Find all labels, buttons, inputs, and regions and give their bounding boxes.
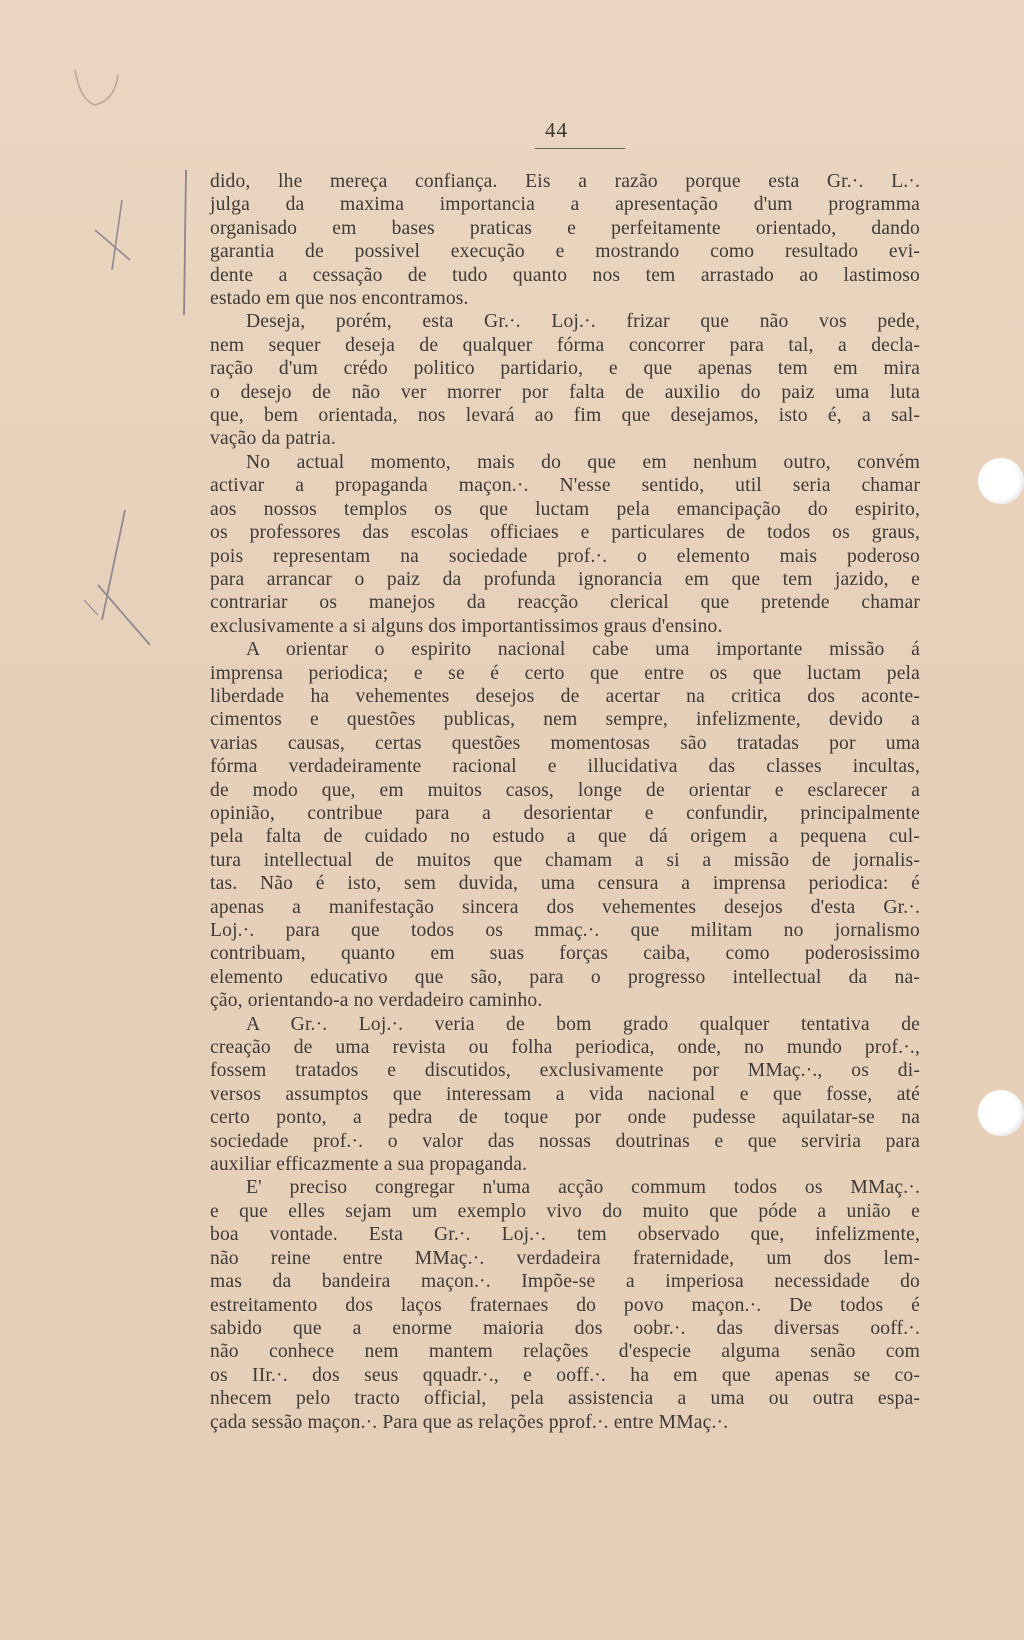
text-line: não reine entre MMaç.·. verdadeira fraternidade, um dos lem- xyxy=(210,1247,920,1269)
text-line: aos nossos templos os que luctam pela emancipação do espirito, xyxy=(210,498,920,520)
text-line: não conhece nem mantem relações d'especie alguma senão com xyxy=(210,1341,920,1363)
text-line: boa vontade. Esta Gr.·. Loj.·. tem observado que, infelizmente, xyxy=(210,1224,920,1246)
text-line: No actual momento, mais do que em nenhum outro, convém xyxy=(246,451,920,473)
text-line: garantia de possivel execução e mostrando como resultado evi- xyxy=(210,241,920,263)
body-text xyxy=(210,170,920,1434)
text-line: creação de uma revista ou folha periodica, onde, no mundo prof.·., xyxy=(210,1037,920,1059)
text-line: de modo que, em muitos casos, longe de orientar e esclarecer a xyxy=(210,779,920,801)
text-line: dente a cessação de tudo quanto nos tem arrastado ao lastimoso xyxy=(210,264,920,286)
text-line: os IIr.·. dos seus qquadr.·., e ooff.·. ha em que apenas se co- xyxy=(210,1364,920,1386)
text-line: auxiliar efficazmente a sua propaganda. xyxy=(210,1154,528,1176)
text-line: julga da maxima importancia a apresentação d'um programma xyxy=(210,194,920,216)
text-line: estreitamento dos laços fraternaes do povo maçon.·. De todos é xyxy=(210,1294,920,1316)
text-line: sociedade prof.·. o valor das nossas doutrinas e que serviria para xyxy=(210,1130,920,1152)
text-line: A orientar o espirito nacional cabe uma importante missão á xyxy=(246,639,920,661)
text-line: imprensa periodica; e se é certo que entre os que luctam pela xyxy=(210,662,920,684)
punch-hole-bottom xyxy=(978,1090,1024,1136)
text-line: pela falta de cuidado no estudo a que dá origem a pequena cul- xyxy=(210,826,920,848)
text-line: liberdade ha vehementes desejos de acertar na critica dos aconte- xyxy=(210,685,920,707)
text-line: tas. Não é isto, sem duvida, uma censura a imprensa periodica: é xyxy=(210,873,920,895)
text-line: Deseja, porém, esta Gr.·. Loj.·. frizar que não vos pede, xyxy=(246,311,920,333)
text-line: A Gr.·. Loj.·. veria de bom grado qualquer tentativa de xyxy=(246,1013,920,1035)
margin-pencil-marks xyxy=(0,0,210,700)
text-line: versos assumptos que interessam a vida nacional e que fosse, até xyxy=(210,1083,920,1105)
text-line: ração d'um crédo politico partidario, e que apenas tem em mira xyxy=(210,358,920,380)
text-line: E' preciso congregar n'uma acção commum todos os MMaç.·. xyxy=(246,1177,920,1199)
text-line: varias causas, certas questões momentosas são tratadas por uma xyxy=(210,732,920,754)
punch-hole-top xyxy=(978,458,1024,504)
text-line: fossem tratados e discutidos, exclusivamente por MMaç.·., os di- xyxy=(210,1060,920,1082)
text-line: fórma verdadeiramente racional e illucidativa das classes incultas, xyxy=(210,756,920,778)
text-line: organisado em bases praticas e perfeitamente orientado, dando xyxy=(210,217,920,239)
text-line: Loj.·. para que todos os mmaç.·. que militam no jornalismo xyxy=(210,920,920,941)
text-line: activar a propaganda maçon.·. N'esse sentido, util seria chamar xyxy=(210,475,920,497)
text-line: para arrancar o paiz da profunda ignorancia em que tem jazido, e xyxy=(210,568,920,590)
text-line: mas da bandeira maçon.·. Impõe-se a imperiosa necessidade do xyxy=(210,1271,920,1293)
text-line: nem sequer deseja de qualquer fórma concorrer para tal, a decla- xyxy=(210,334,920,356)
text-line: sabido que a enorme maioria dos oobr.·. das diversas ooff.·. xyxy=(210,1317,920,1339)
text-line: cimentos e questões publicas, nem sempre, infelizmente, devido a xyxy=(210,709,920,731)
text-line: exclusivamente a si alguns dos importantissimos graus d'ensino. xyxy=(210,615,723,637)
text-line: e que elles sejam um exemplo vivo do muito que póde a união e xyxy=(210,1200,920,1222)
text-line: nhecem pelo tracto official, pela assistencia a uma ou outra espa- xyxy=(210,1388,920,1410)
text-line: os professores das escolas officiaes e particulares de todos os graus, xyxy=(210,522,920,544)
text-line: vação da patria. xyxy=(210,428,336,450)
text-line: tura intellectual de muitos que chamam a si a missão de jornalis- xyxy=(210,849,920,871)
header-rule xyxy=(535,148,625,149)
page-number: 44 xyxy=(545,118,568,142)
text-line: dido, lhe mereça confiança. Eis a razão porque esta Gr.·. L.·. xyxy=(210,171,920,192)
text-line: elemento educativo que são, para o progresso intellectual da na- xyxy=(210,966,920,988)
text-line: contrariar os manejos da reacção clerical que pretende chamar xyxy=(210,592,920,614)
text-line: o desejo de não ver morrer por falta de auxilio do paiz uma luta xyxy=(210,381,920,403)
text-line: opinião, contribue para a desorientar e confundir, principalmente xyxy=(210,802,920,824)
text-line: ção, orientando-a no verdadeiro caminho. xyxy=(210,990,543,1012)
text-line: certo ponto, a pedra de toque por onde pudesse aquilatar-se na xyxy=(210,1107,920,1129)
text-line: estado em que nos encontramos. xyxy=(210,288,469,310)
text-line: contribuam, quanto em suas forças caiba, como poderosissimo xyxy=(210,943,920,965)
text-line: que, bem orientada, nos levará ao fim que desejamos, isto é, a sal- xyxy=(210,405,920,427)
text-line: apenas a manifestação sincera dos vehementes desejos d'esta Gr.·. xyxy=(210,896,920,918)
text-line: çada sessão maçon.·. Para que as relações pprof.·. entre MMaç.·. xyxy=(210,1411,729,1433)
text-line: pois representam na sociedade prof.·. o elemento mais poderoso xyxy=(210,545,920,567)
